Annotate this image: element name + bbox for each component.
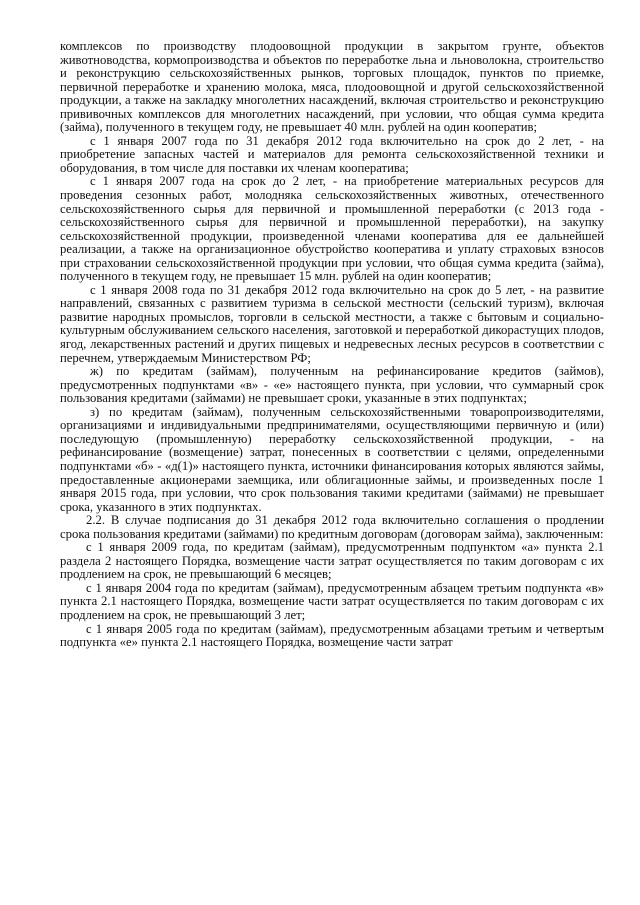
paragraph-subitem-zh: ж) по кредитам (займам), полученным на рефинансирование кредитов (займов), предусмотренных подпунктами «в» - «е» настоящего пункта, при условии, что суммарный срок пользования кредитами (займами) не превышает сроки, указанные в этих подпунктах; bbox=[60, 364, 604, 406]
paragraph-subitem-z: з) по кредитам (займам), полученным сельскохозяйственными товаропроизводителями, организациями и индивидуальными предпринимателями, осуществляющими первичную и (или) последующую (промышленную) переработку сельскохозяйственной продукции, - на рефинансирование (возмещение) затрат, понесенных в соответствии с целями, определенными подпунктами «б» - «д(1)» настоящего пункта, источники финансирования которых являются займы, предоставленные акционерами заемщика, или облигационные займы, и произведенных после 1 января 2015 года, при условии, что срок пользования такими кредитами (займами) не превышает срока, указанного в этих подпунктах. bbox=[60, 404, 604, 514]
paragraph-continuation: комплексов по производству плодоовощной продукции в закрытом грунте, объектов животноводства, кормопроизводства и объектов по переработке льна и льноволокна, строительство и реконструкцию сельскохозяйственных рынков, торговых площадок, пунктов по приемке, первичной переработке и хранению молока, мяса, плодоовощной и другой сельскохозяйственной продукции, а также на закладку многолетних насаждений, включая строительство и реконструкцию прививочных комплексов для многолетних насаждений, при условии, что общая сумма кредита (займа), полученного в текущем году, не превышает 40 млн. рублей на один кооператив; bbox=[60, 39, 604, 135]
paragraph-section-2-2: 2.2. В случае подписания до 31 декабря 2012 года включительно соглашения о продлении срока пользования кредитами (займами) по кредитным договорам (договорам займа), заключенным: bbox=[60, 513, 604, 541]
paragraph-seasonal-works: с 1 января 2007 года на срок до 2 лет, - на приобретение материальных ресурсов для проведения сезонных работ, молодняка сельскохозяйственных животных, отечественного сельскохозяйственного сырья для первичной и промышленной переработки (с 2013 года - сельскохозяйственного сырья для первичной и промышленной переработки), на закупку сельскохозяйственной продукции, произведенной членами кооператива для ее дальнейшей реализации, а также на организационное обустройство кооператива и уплату страховых взносов при страховании сельскохозяйственной продукции при условии, что общая сумма кредита (займа), полученного в текущем году, не превышает 15 млн. рублей на один кооператив; bbox=[60, 174, 604, 284]
paragraph-from-2009: с 1 января 2009 года, по кредитам (займам), предусмотренным подпунктом «а» пункта 2.1 раздела 2 настоящего Порядка, возмещение части затрат осуществляется по таким договорам с их продлением на срок, не превышающий 6 месяцев; bbox=[60, 540, 604, 582]
paragraph-from-2005: с 1 января 2005 года по кредитам (займам), предусмотренным абзацами третьим и четвертым подпункта «е» пункта 2.1 настоящего Порядка, возмещение части затрат bbox=[60, 621, 604, 650]
paragraph-spare-parts: с 1 января 2007 года по 31 декабря 2012 года включительно на срок до 2 лет, - на приобретение запасных частей и материалов для ремонта сельскохозяйственной техники и оборудования, в том числе для поставки их членам кооператива; bbox=[60, 133, 604, 175]
paragraph-from-2004: с 1 января 2004 года по кредитам (займам), предусмотренным абзацем третьим подпункта «в» пункта 2.1 настоящего Порядка, возмещение части затрат осуществляется по таким договорам с их продлением на срок, не превышающий 3 лет; bbox=[60, 580, 604, 622]
paragraph-rural-tourism: с 1 января 2008 года по 31 декабря 2012 года включительно на срок до 5 лет, - на развитие направлений, связанных с развитием туризма в сельской местности (сельский туризм), включая развитие народных промыслов, торговли в сельской местности, а также с бытовым и социально-культурным обслуживанием сельского населения, заготовкой и переработкой дикорастущих плодов, ягод, лекарственных растений и других пищевых и недревесных лесных ресурсов в соответствии с перечнем, утверждаемым Министерством РФ; bbox=[60, 282, 604, 365]
document-body bbox=[60, 40, 604, 650]
